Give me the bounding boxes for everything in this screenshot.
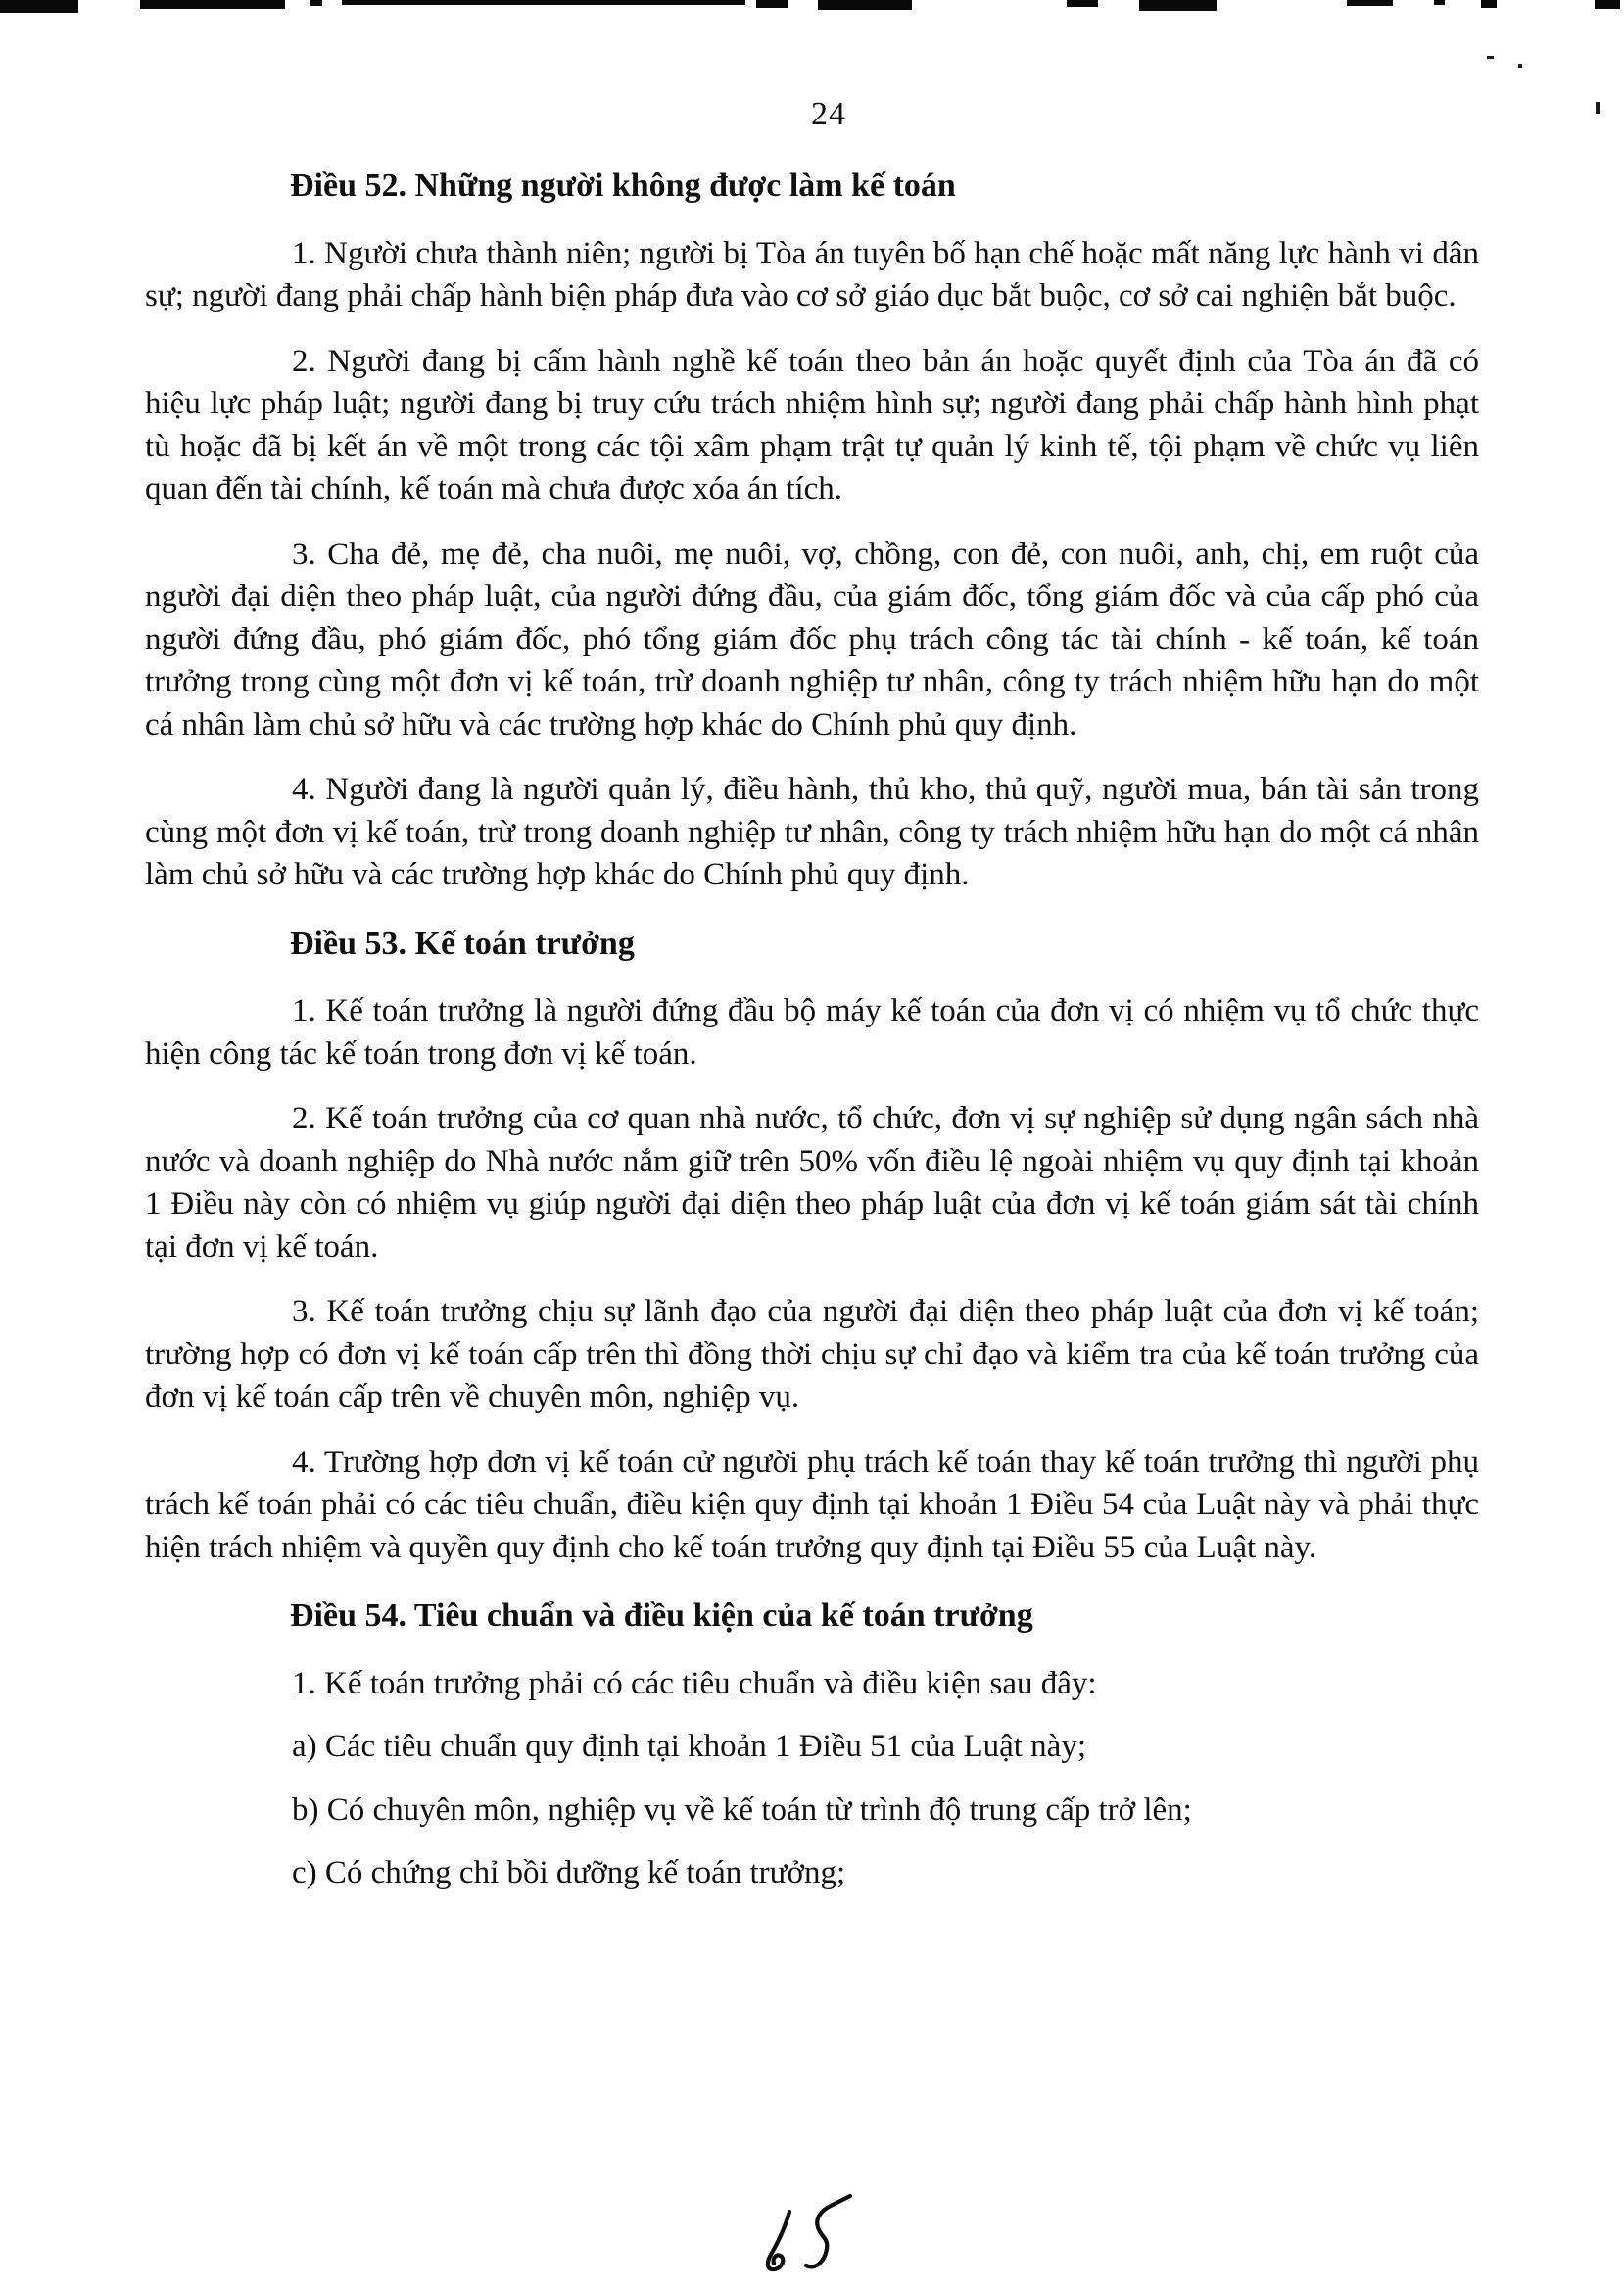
article-54-point-a: a) Các tiêu chuẩn quy định tại khoản 1 Điều 51 của Luật này;: [292, 1729, 1086, 1764]
article-53-clause-3: 3. Kế toán trưởng chịu sự lãnh đạo của người đại diện theo pháp luật của đơn vị kế toán; trường hợp có đơn vị kế toán cấp trên thì đồng thời chịu sự chỉ đạo và kiểm tra của kế toán trưởng của đơn vị kế toán cấp trên về chuyên môn, nghiệp vụ.: [145, 1294, 1479, 1414]
scan-artifact-segment: [1139, 0, 1217, 11]
article-53-clause-2: 2. Kế toán trưởng của cơ quan nhà nước, tổ chức, đơn vị sự nghiệp sử dụng ngân sách nhà nước và doanh nghiệp do Nhà nước nắm giữ trên 50% vốn điều lệ ngoài nhiệm vụ quy định tại khoản 1 Điều này còn có nhiệm vụ giúp người đại diện theo pháp luật của đơn vị kế toán giám sát tài chính tại đơn vị kế toán.: [145, 1101, 1479, 1264]
article-52-clause-3: 3. Cha đẻ, mẹ đẻ, cha nuôi, mẹ nuôi, vợ, chồng, con đẻ, con nuôi, anh, chị, em ruột của người đại diện theo pháp luật, của người đứng đầu, của giám đốc, tổng giám đốc và của cấp phó của người đứng đầu, phó giám đốc, phó tổng giám đốc phụ trách công tác tài chính - kế toán, kế toán trưởng trong cùng một đơn vị kế toán, trừ doanh nghiệp tư nhân, công ty trách nhiệm hữu hạn do một cá nhân làm chủ sở hữu và các trường hợp khác do Chính phủ quy định.: [145, 536, 1479, 742]
scan-artifact-segment: [756, 0, 788, 8]
article-52-clause-2: 2. Người đang bị cấm hành nghề kế toán theo bản án hoặc quyết định của Tòa án đã có hiệu lực pháp luật; người đang bị truy cứu trách nhiệm hình sự; người đang phải chấp hành hình phạt tù hoặc đã bị kết án về một trong các tội xâm phạm trật tự quản lý kinh tế, tội phạm về chức vụ liên quan đến tài chính, kế toán mà chưa được xóa án tích.: [145, 343, 1479, 506]
handwritten-stroke-2: [768, 2212, 789, 2269]
article-53-clause-1: 1. Kế toán trưởng là người đứng đầu bộ máy kế toán của đơn vị có nhiệm vụ tổ chức thực hiện công tác kế toán trong đơn vị kế toán.: [145, 993, 1479, 1072]
article-52-clause-1: 1. Người chưa thành niên; người bị Tòa án tuyên bố hạn chế hoặc mất năng lực hành vi dân sự; người đang phải chấp hành biện pháp đưa vào cơ sở giáo dục bắt buộc, cơ sở cai nghiện bắt buộc.: [145, 235, 1479, 313]
scan-artifact-segment: [310, 0, 322, 6]
handwritten-page-number: [756, 2186, 864, 2284]
scan-artifact-segment: [0, 0, 78, 13]
scan-artifact-segment: [1347, 0, 1393, 6]
article-54-heading: Điều 54. Tiêu chuẩn và điều kiện của kế toán trưởng: [290, 1598, 1033, 1634]
scan-artifact-segment: [1067, 0, 1098, 7]
scan-speck: [1487, 56, 1494, 59]
article-54-point-c: c) Có chứng chỉ bồi dưỡng kế toán trưởng;: [292, 1855, 846, 1890]
scan-artifact-segment: [342, 0, 745, 5]
handwritten-stroke-5: [806, 2196, 850, 2266]
scan-artifact-segment: [1595, 0, 1620, 9]
article-52-clause-4: 4. Người đang là người quản lý, điều hành, thủ kho, thủ quỹ, người mua, bán tài sản trong cùng một đơn vị kế toán, trừ trong doanh nghiệp tư nhân, công ty trách nhiệm hữu hạn do một cá nhân làm chủ sở hữu và các trường hợp khác do Chính phủ quy định.: [145, 772, 1479, 892]
scan-speck: [1596, 102, 1600, 114]
article-54-clause-1: 1. Kế toán trưởng phải có các tiêu chuẩn và điều kiện sau đây:: [292, 1665, 1097, 1701]
document-body: [145, 93, 1479, 1916]
article-53-clause-4: 4. Trường hợp đơn vị kế toán cử người phụ trách kế toán thay kế toán trưởng thì người phụ trách kế toán phải có các tiêu chuẩn, điều kiện quy định tại khoản 1 Điều 54 của Luật này và phải thực hiện trách nhiệm và quyền quy định cho kế toán trưởng quy định tại Điều 55 của Luật này.: [145, 1444, 1479, 1565]
scan-speck: [1518, 64, 1522, 68]
scan-artifact-segment: [1434, 0, 1445, 5]
scan-artifact-segment: [140, 0, 285, 9]
page-number: 24: [811, 96, 846, 132]
article-53-heading: Điều 53. Kế toán trưởng: [290, 925, 635, 962]
scan-artifact-segment: [818, 0, 912, 10]
article-52-heading: Điều 52. Những người không được làm kế toán: [290, 167, 956, 204]
article-54-point-b: b) Có chuyên môn, nghiệp vụ về kế toán từ trình độ trung cấp trở lên;: [292, 1791, 1192, 1828]
scan-artifact-segment: [1481, 0, 1497, 8]
